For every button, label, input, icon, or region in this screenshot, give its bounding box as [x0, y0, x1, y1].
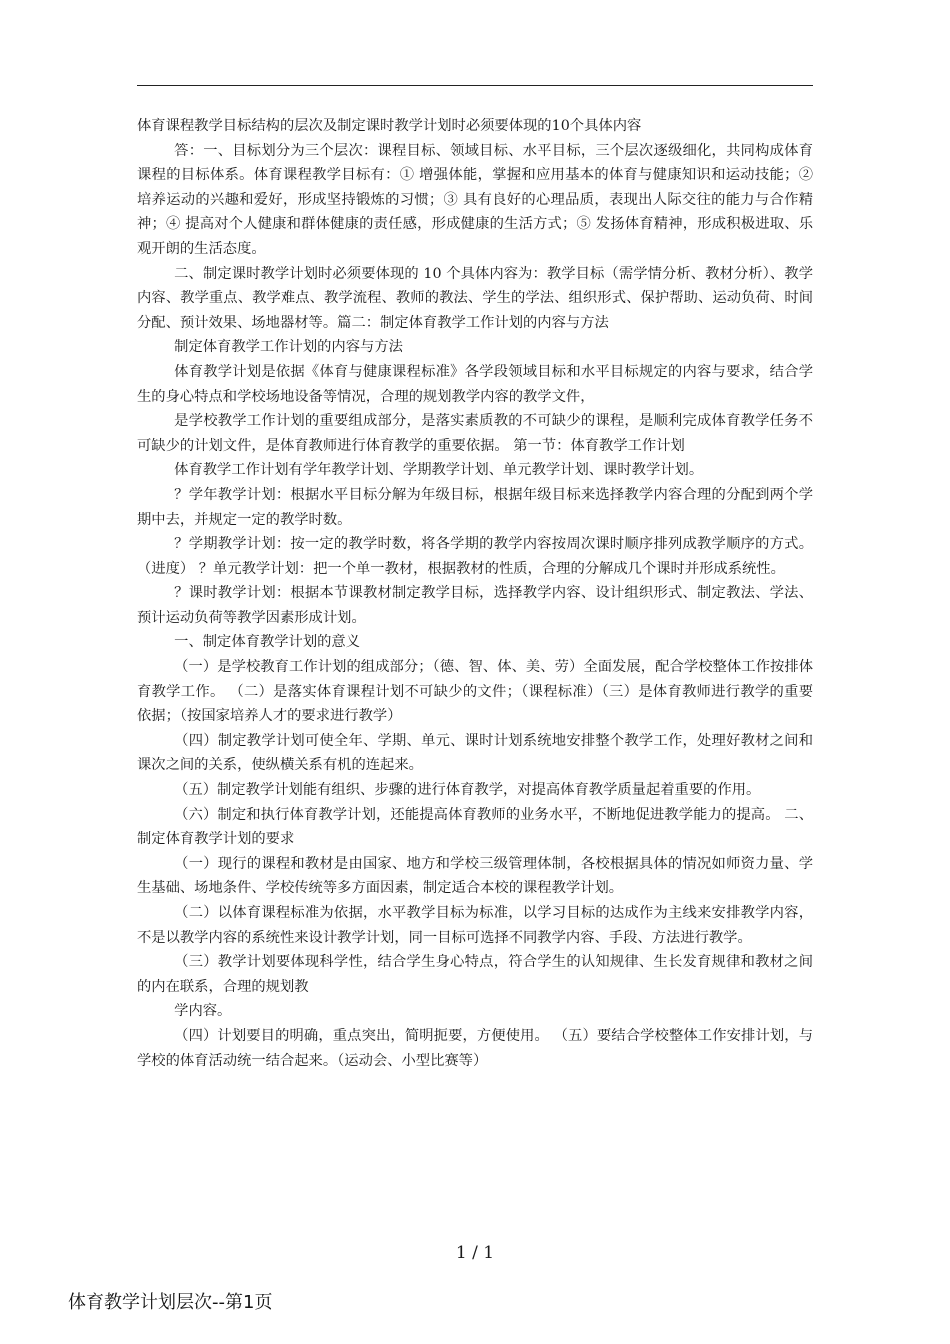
paragraph: 体育教学计划是依据《体育与健康课程标准》各学段领域目标和水平目标规定的内容与要求，结合学生的身心特点和学校场地设备等情况，合理的规划教学内容的教学文件， — [137, 363, 813, 405]
document-title: 体育课程教学目标结构的层次及制定课时教学计划时必须要体现的10个具体内容 — [137, 118, 642, 134]
paragraph: （六）制定和执行体育教学计划，还能提高体育教师的业务水平，不断地促进教学能力的提高。 二、制定体育教学计划的要求 — [137, 806, 813, 848]
paragraph: 一、制定体育教学计划的意义 — [174, 634, 361, 651]
paragraph: 制定体育教学工作计划的内容与方法 — [174, 339, 403, 356]
paragraph: 是学校教学工作计划的重要组成部分，是落实素质教的不可缺少的课程，是顺利完成体育教学任务不可缺少的计划文件，是体育教师进行体育教学的重要依据。 第一节：体育教学工作计划 — [137, 413, 813, 454]
paragraph: ？学期教学计划：按一定的教学时数，将各学期的教学内容按周次课时顺序排列成教学顺序的方式。（进度） ？单元教学计划：把一个单一教材，根据教材的性质，合理的分解成几个课时并形成系统性。 — [137, 536, 813, 577]
page-number: 1 / 1 — [455, 1243, 495, 1263]
paragraph: （四）制定教学计划可使全年、学期、单元、课时计划系统地安排整个教学工作，处理好教材之间和课次之间的关系，使纵横关系有机的连起来。 — [137, 732, 813, 774]
paragraph: 二、制定课时教学计划时必须要体现的 10 个具体内容为：教学目标（需学情分析、教材分析）、教学内容、教学重点、教学难点、教学流程、教师的教法、学生的学法、组织形式、保护帮助、运动负荷、时间分配、预计效果、场地器材等。篇二：制定体育教学工作计划的内容与方法 — [137, 265, 813, 331]
paragraph: （二）以体育课程标准为依据，水平教学目标为标准，以学习目标的达成作为主线来安排教学内容，不是以教学内容的系统性来设计教学计划，同一目标可选择不同教学内容、手段、方法进行教学。 — [137, 905, 813, 946]
paragraph: ？学年教学计划：根据水平目标分解为年级目标，根据年级目标来选择教学内容合理的分配到两个学期中去，并规定一定的教学时数。 — [137, 486, 813, 528]
paragraph: （三）教学计划要体现科学性，结合学生身心特点，符合学生的认知规律、生长发育规律和教材之间的内在联系，合理的规划教 — [137, 954, 813, 995]
paragraph: （一）现行的课程和教材是由国家、地方和学校三级管理体制，各校根据具体的情况如师资力量、学生基础、场地条件、学校传统等多方面因素，制定适合本校的课程教学计划。 — [137, 855, 813, 897]
paragraph: 学内容。 — [174, 1003, 232, 1020]
document-body — [137, 114, 813, 1073]
paragraph: 体育教学工作计划有学年教学计划、学期教学计划、单元教学计划、课时教学计划。 — [174, 462, 704, 479]
header-rule — [137, 85, 813, 86]
paragraph: （五）制定教学计划能有组织、步骤的进行体育教学，对提高体育教学质量起着重要的作用。 — [174, 782, 761, 799]
paragraph: 答：一、目标划分为三个层次：课程目标、领域目标、水平目标，三个层次逐级细化，共同构成体育课程的目标体系。体育课程教学目标有：① 增强体能，掌握和应用基本的体育与健康知识和运动技能；② 培养运动的兴趣和爱好，形成坚持锻炼的习惯；③ 具有良好的心理品质，表现出人际交往的能力与合作精神；④ 提高对个人健康和群体健康的责任感，形成健康的生活方式；⑤ 发扬体育精神，形成积极进取、乐观开朗的生活态度。 — [137, 142, 813, 257]
paragraph: （一）是学校教育工作计划的组成部分；（德、智、体、美、劳）全面发展，配合学校整体工作按排体育教学工作。 （二）是落实体育课程计划不可缺少的文件；（课程标准）（三）是体育教师进行教学的重要依据；（按国家培养人才的要求进行教学） — [137, 659, 813, 725]
paragraph: ？课时教学计划：根据本节课教材制定教学目标，选择教学内容、设计组织形式、制定教法、学法、预计运动负荷等教学因素形成计划。 — [137, 585, 813, 626]
paragraph: （四）计划要目的明确，重点突出，简明扼要，方便使用。 （五）要结合学校整体工作安排计划，与学校的体育活动统一结合起来。（运动会、小型比赛等） — [137, 1027, 813, 1069]
footer-title: 体育教学计划层次--第1页 — [68, 1292, 273, 1313]
